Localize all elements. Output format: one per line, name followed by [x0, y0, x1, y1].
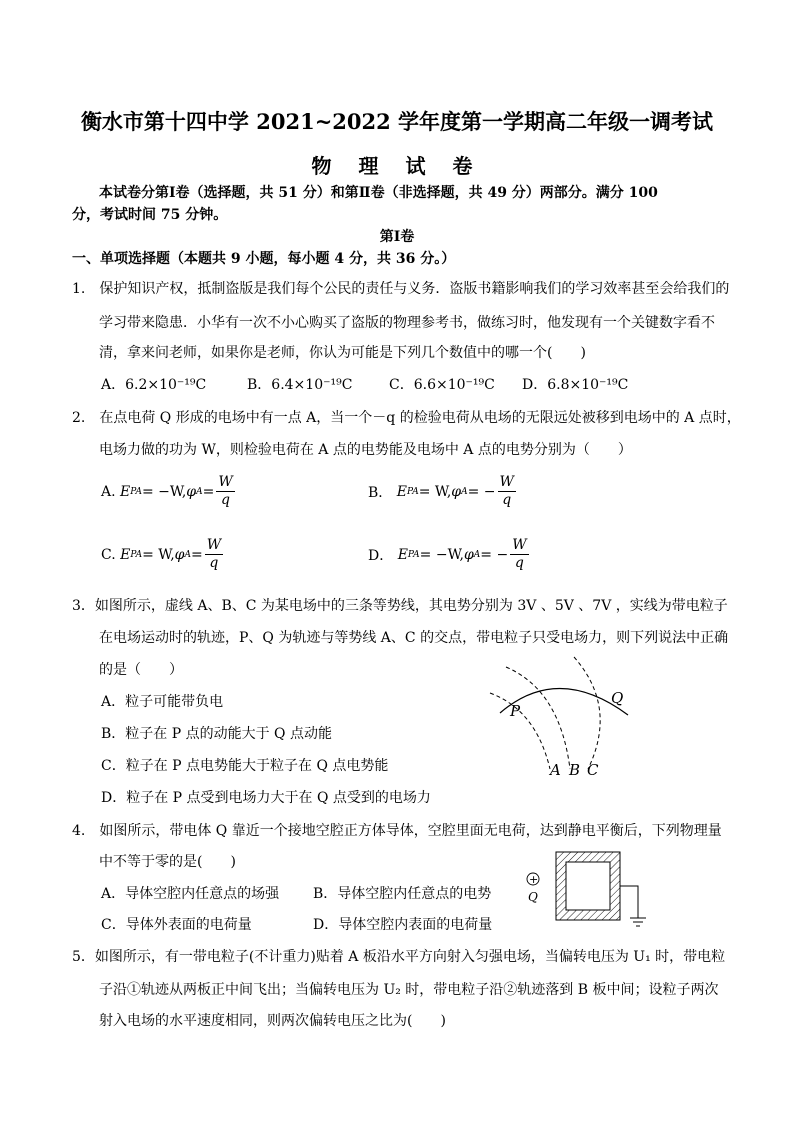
exam-title: 衡水市第十四中学 2021~2022 学年度第一学期高二年级一调考试	[80, 109, 714, 134]
option-label: C.	[101, 546, 116, 563]
equipotential-line-c	[574, 657, 600, 769]
q2-line-2: 电场力做的功为 W，则检验电荷在 A 点的电势能及电场中 A 点的电势分别为（ ）	[99, 442, 632, 458]
q4-option-c: C．导体外表面的电荷量	[101, 917, 252, 933]
label-b: B	[569, 761, 581, 779]
q3-line-1: 3．如图所示，虚线 A、B、C 为某电场中的三条等势线，其电势分别为 3V 、5V 、7V ，实线为带电粒子	[72, 598, 728, 614]
q1-option-c: C．6.6×10⁻¹⁹C	[389, 377, 495, 393]
q2-option-b: B． E PA = W, φ A = − $\frac{W}{q}$	[368, 474, 514, 508]
q3-line-3: 的是（ ）	[99, 662, 183, 678]
q5-line-1: 5．如图所示，有一带电粒子(不计重力)贴着 A 板沿水平方向射入匀强电场，当偏转电压为 U₁ 时，带电粒	[72, 949, 726, 965]
intro-line-1: 本试卷分第Ⅰ卷（选择题，共 51 分）和第Ⅱ卷（非选择题，共 49 分）两部分。满分 100	[99, 185, 658, 201]
option-label: D．	[368, 547, 394, 564]
q5-line-3: 射入电场的水平速度相同，则两次偏转电压之比为( )	[99, 1013, 446, 1029]
q2-option-c: C. E PA = W, φ A = $\frac{W}{q}$	[101, 537, 222, 571]
label-q: Q	[611, 689, 624, 707]
q4-line-2: 中不等于零的是( )	[99, 854, 236, 870]
option-label: B．	[368, 484, 393, 501]
ground-wire	[620, 886, 638, 918]
label-a: A	[550, 761, 561, 779]
charge-plus-sign: +	[529, 873, 539, 886]
label-p: P	[510, 702, 521, 720]
q3-option-c: C．粒子在 P 点电势能大于粒子在 Q 点电势能	[101, 758, 389, 774]
q2-option-a: A. E PA = −W, φ A = $\frac{W}{q}$	[101, 474, 233, 508]
q1-option-b: B．6.4×10⁻¹⁹C	[247, 377, 353, 393]
q4-line-1: 4. 如图所示，带电体 Q 靠近一个接地空腔正方体导体，空腔里面无电荷，达到静电平衡后，下列物理量	[72, 823, 722, 839]
q5-line-2: 子沿①轨迹从两板正中间飞出；当偏转电压为 U₂ 时，带电粒子沿②轨迹落到 B 板中间；设粒子两次	[99, 982, 719, 998]
volume-heading: 第Ⅰ卷	[379, 229, 415, 245]
q1-line-3: 清，拿来问老师，如果你是老师，你认为可能是下列几个数值中的哪一个( )	[99, 345, 586, 361]
section-heading: 一、单项选择题（本题共 9 小题，每小题 4 分，共 36 分。）	[72, 251, 456, 267]
q4-conductor-figure	[520, 846, 660, 936]
q1-line-2: 学习带来隐患．小华有一次不小心购买了盗版的物理参考书，做练习时，他发现有一个关键数字看不	[99, 315, 715, 331]
q3-equipotential-figure	[478, 655, 648, 780]
q1-option-a: A．6.2×10⁻¹⁹C	[101, 377, 207, 393]
exam-subtitle: 物 理 试 卷	[311, 154, 483, 178]
charge-label-q: Q	[528, 890, 538, 904]
q2-line-1: 2. 在点电荷 Q 形成的电场中有一点 A，当一个－q 的检验电荷从电场的无限远处被移到电场中的 A 点时，	[72, 410, 741, 426]
hollow-conductor	[556, 852, 620, 920]
label-c: C	[587, 761, 599, 779]
q3-line-2: 在电场运动时的轨迹，P、Q 为轨迹与等势线 A、C 的交点，带电粒子只受电场力，则下列说法中正确	[99, 630, 729, 646]
q1-line-1: 1. 保护知识产权，抵制盗版是我们每个公民的责任与义务．盗版书籍影响我们的学习效率甚至会给我们的	[72, 281, 730, 297]
q4-option-b: B．导体空腔内任意点的电势	[313, 886, 492, 902]
intro-line-2: 分，考试时间 75 分钟。	[72, 207, 228, 223]
q3-option-d: D．粒子在 P 点受到电场力大于在 Q 点受到的电场力	[101, 790, 431, 806]
q4-option-a: A．导体空腔内任意点的场强	[101, 886, 280, 902]
q3-option-a: A．粒子可能带负电	[101, 694, 224, 710]
q2-option-d: D． E PA = −W, φ A = − $\frac{W}{q}$	[368, 537, 527, 571]
q4-option-d: D．导体空腔内表面的电荷量	[313, 917, 493, 933]
option-label: A.	[101, 483, 116, 500]
q3-option-b: B．粒子在 P 点的动能大于 Q 点动能	[101, 726, 332, 742]
q1-option-d: D．6.8×10⁻¹⁹C	[522, 377, 629, 393]
